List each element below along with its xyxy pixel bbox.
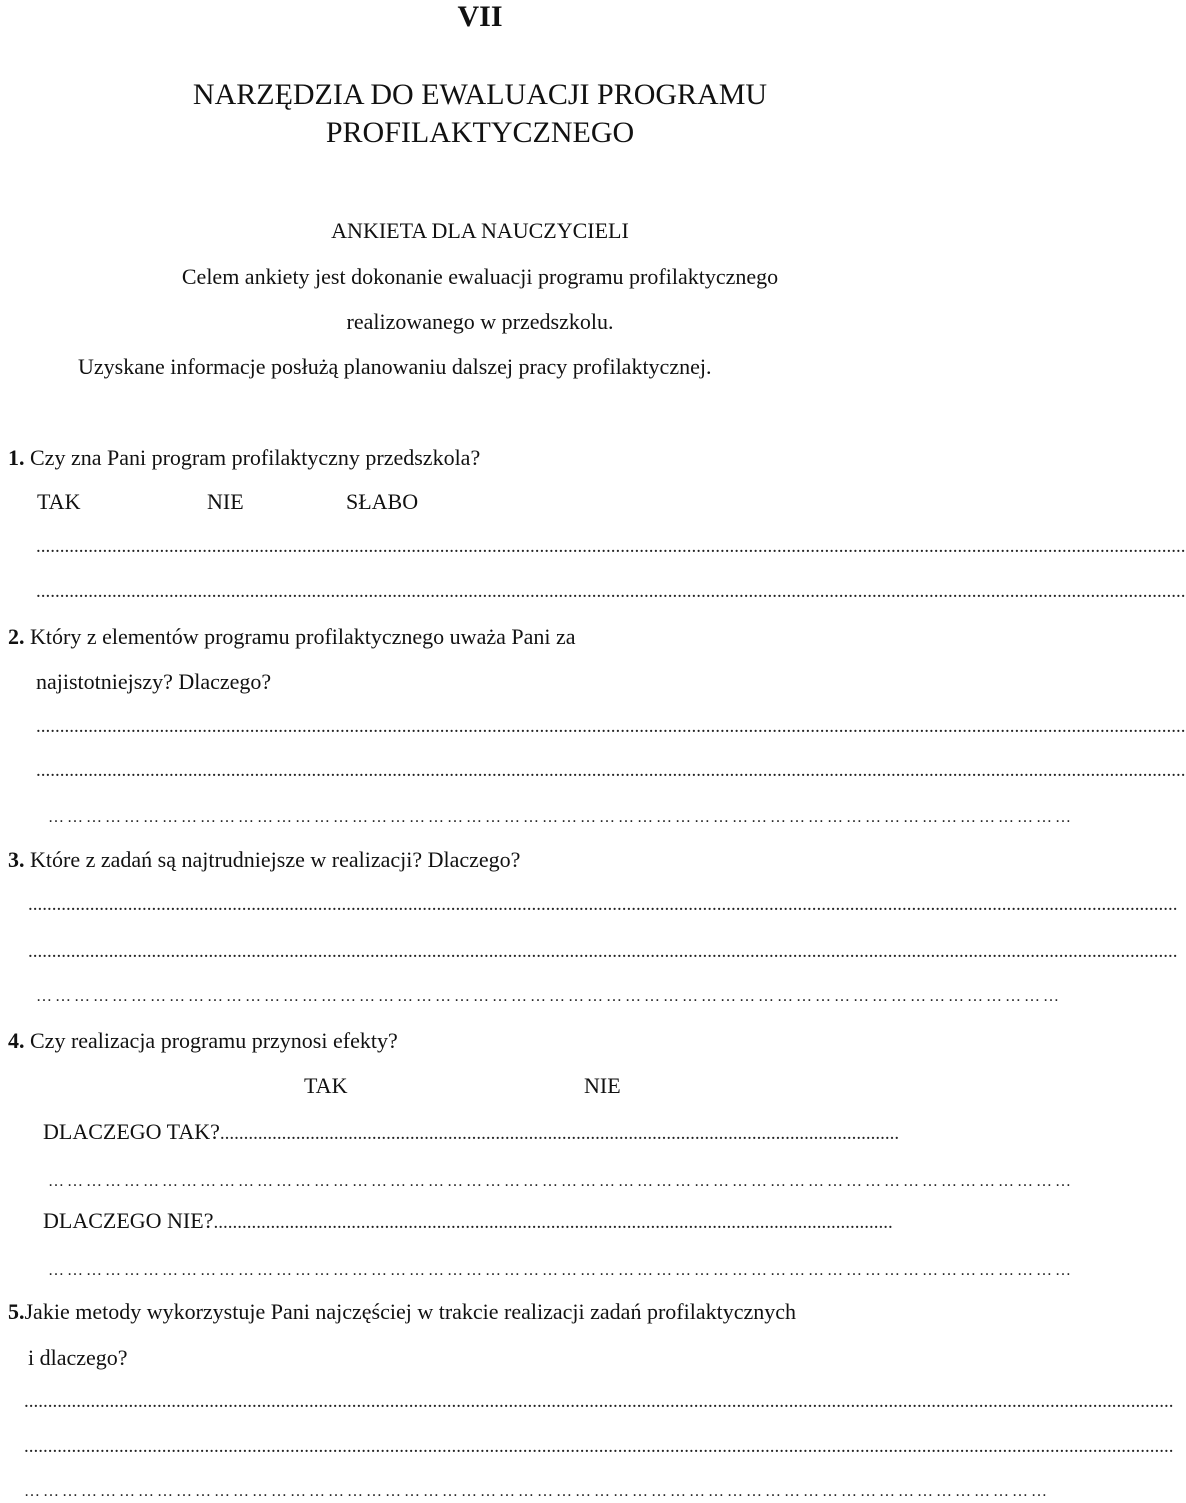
answer-line[interactable]: ..................................................................................................................................................................................................................................................	[24, 1391, 1174, 1412]
chapter-number: VII	[457, 0, 503, 33]
question-text: Jakie metody wykorzystuje Pani najczęściej w trakcie realizacji zadań profilaktycznych	[24, 1299, 796, 1324]
question-number: 3.	[8, 847, 25, 872]
intro-line-1: Celem ankiety jest dokonanie ewaluacji programu profilaktycznego	[181, 264, 779, 289]
answer-line[interactable]: ………………………………………………………………………………………………………………………………………………	[48, 809, 1074, 826]
question-number: 2.	[8, 624, 25, 649]
answer-line[interactable]: ...............................................................................................................................................	[219, 1123, 900, 1144]
why-yes-row	[43, 1121, 950, 1143]
question-text: Które z zadań są najtrudniejsze w realizacji? Dlaczego?	[30, 847, 521, 872]
answer-line[interactable]: ..................................................................................................................................................................................................................................................	[28, 894, 1178, 915]
question-text: Czy realizacja programu przynosi efekty?	[30, 1028, 398, 1053]
survey-heading: ANKIETA DLA NAUCZYCIELI	[331, 218, 629, 243]
answer-line[interactable]: ………………………………………………………………………………………………………………………………………………	[48, 1173, 1074, 1190]
question-number: 5.	[8, 1299, 25, 1324]
answer-line[interactable]: ..................................................................................................................................................................................................................................................	[36, 581, 1186, 602]
answer-line[interactable]: ………………………………………………………………………………………………………………………………………………	[24, 1483, 1050, 1500]
answer-line[interactable]: ...............................................................................................................................................	[213, 1212, 893, 1233]
answer-line[interactable]: ………………………………………………………………………………………………………………………………………………	[36, 988, 1062, 1005]
document-title-line1: NARZĘDZIA DO EWALUACJI PROGRAMU	[192, 78, 768, 111]
answer-line[interactable]: ………………………………………………………………………………………………………………………………………………	[48, 1262, 1074, 1279]
why-no-row	[43, 1210, 950, 1232]
document-title-line2: PROFILAKTYCZNEGO	[325, 116, 635, 149]
answer-line[interactable]: ..................................................................................................................................................................................................................................................	[36, 716, 1186, 737]
option-slabo[interactable]: SŁABO	[346, 489, 419, 514]
question-4	[8, 1030, 398, 1052]
option-tak[interactable]: TAK	[304, 1073, 348, 1098]
answer-line[interactable]: ..................................................................................................................................................................................................................................................	[36, 760, 1186, 781]
question-2	[8, 626, 576, 648]
question-5	[8, 1301, 796, 1323]
question-number: 1.	[8, 445, 25, 470]
answer-line[interactable]: ..................................................................................................................................................................................................................................................	[28, 941, 1178, 962]
question-2-continued: najistotniejszy? Dlaczego?	[36, 669, 272, 694]
intro-line-2: realizowanego w przedszkolu.	[346, 309, 614, 334]
question-5-continued: i dlaczego?	[28, 1345, 128, 1370]
question-3	[8, 849, 520, 871]
question-text: Czy zna Pani program profilaktyczny przedszkola?	[30, 445, 481, 470]
why-yes-label: DLACZEGO TAK?	[43, 1119, 220, 1144]
option-nie[interactable]: NIE	[207, 489, 244, 514]
question-text: Który z elementów programu profilaktycznego uważa Pani za	[30, 624, 576, 649]
option-tak[interactable]: TAK	[37, 489, 81, 514]
question-1	[8, 447, 480, 469]
option-nie[interactable]: NIE	[584, 1073, 621, 1098]
question-number: 4.	[8, 1028, 25, 1053]
intro-line-3: Uzyskane informacje posłużą planowaniu dalszej pracy profilaktycznej.	[78, 354, 712, 379]
answer-line[interactable]: ..................................................................................................................................................................................................................................................	[24, 1436, 1174, 1457]
answer-line[interactable]: ..................................................................................................................................................................................................................................................	[36, 536, 1186, 557]
why-no-label: DLACZEGO NIE?	[43, 1208, 214, 1233]
